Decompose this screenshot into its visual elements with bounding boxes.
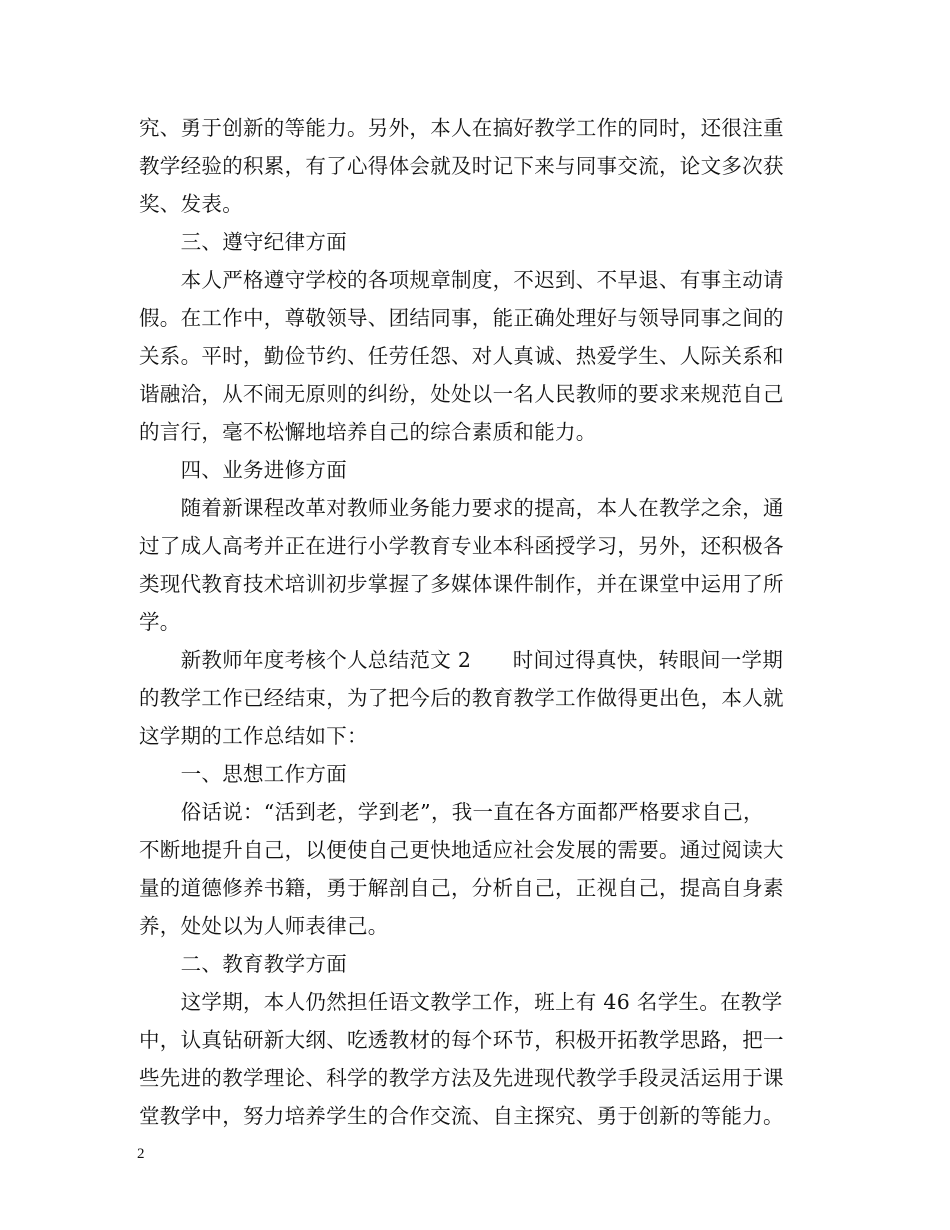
text-line: 养，处处以为人师表律己。: [139, 914, 389, 938]
text-line: 些先进的教学理论、科学的教学方法及先进现代教学手段灵活运用于课: [139, 1066, 784, 1090]
text-line: 本人严格遵守学校的各项规章制度，不迟到、不早退、有事主动请: [139, 268, 784, 292]
text-line: 堂教学中，努力培养学生的合作交流、自主探究、勇于创新的等能力。: [139, 1104, 784, 1128]
text-line: 学。: [139, 610, 181, 634]
text-line: 中，认真钻研新大纲、吃透教材的每个环节，积极开拓教学思路，把一: [139, 1028, 784, 1052]
text-line: 类现代教育技术培训初步掌握了多媒体课件制作，并在课堂中运用了所: [139, 572, 784, 596]
text-line: 新教师年度考核个人总结范文 2 时间过得真快，转眼间一学期: [139, 648, 784, 672]
text-line: 量的道德修养书籍，勇于解剖自己，分析自己，正视自己，提高自身素: [139, 876, 784, 900]
text-line: 过了成人高考并正在进行小学教育专业本科函授学习，另外，还积极各: [139, 534, 784, 558]
text-line: 关系。平时，勤俭节约、任劳任怨、对人真诚、热爱学生、人际关系和: [139, 344, 784, 368]
section-heading: 四、业务进修方面: [139, 458, 347, 482]
text-line: 俗话说：“活到老，学到老”，我一直在各方面都严格要求自己，: [139, 800, 764, 824]
section-heading: 三、遵守纪律方面: [139, 230, 347, 254]
text-line: 究、勇于创新的等能力。另外，本人在搞好教学工作的同时，还很注重: [139, 116, 784, 140]
text-line: 这学期的工作总结如下：: [139, 724, 368, 748]
text-line: 奖、发表。: [139, 192, 243, 216]
text-line: 的教学工作已经结束，为了把今后的教育教学工作做得更出色，本人就: [139, 686, 784, 710]
section-heading: 二、教育教学方面: [139, 952, 347, 976]
page-number: 2: [137, 1146, 145, 1162]
text-line: 随着新课程改革对教师业务能力要求的提高，本人在教学之余，通: [139, 496, 784, 520]
text-line: 谐融洽，从不闹无原则的纠纷，处处以一名人民教师的要求来规范自己: [139, 382, 784, 406]
text-line: 不断地提升自己，以便使自己更快地适应社会发展的需要。通过阅读大: [139, 838, 784, 862]
section-heading: 一、思想工作方面: [139, 762, 347, 786]
text-line: 教学经验的积累，有了心得体会就及时记下来与同事交流，论文多次获: [139, 154, 784, 178]
text-line: 假。在工作中，尊敬领导、团结同事，能正确处理好与领导同事之间的: [139, 306, 784, 330]
text-line: 的言行，毫不松懈地培养自己的综合素质和能力。: [139, 420, 597, 444]
text-line: 这学期，本人仍然担任语文教学工作，班上有 46 名学生。在教学: [139, 990, 783, 1014]
